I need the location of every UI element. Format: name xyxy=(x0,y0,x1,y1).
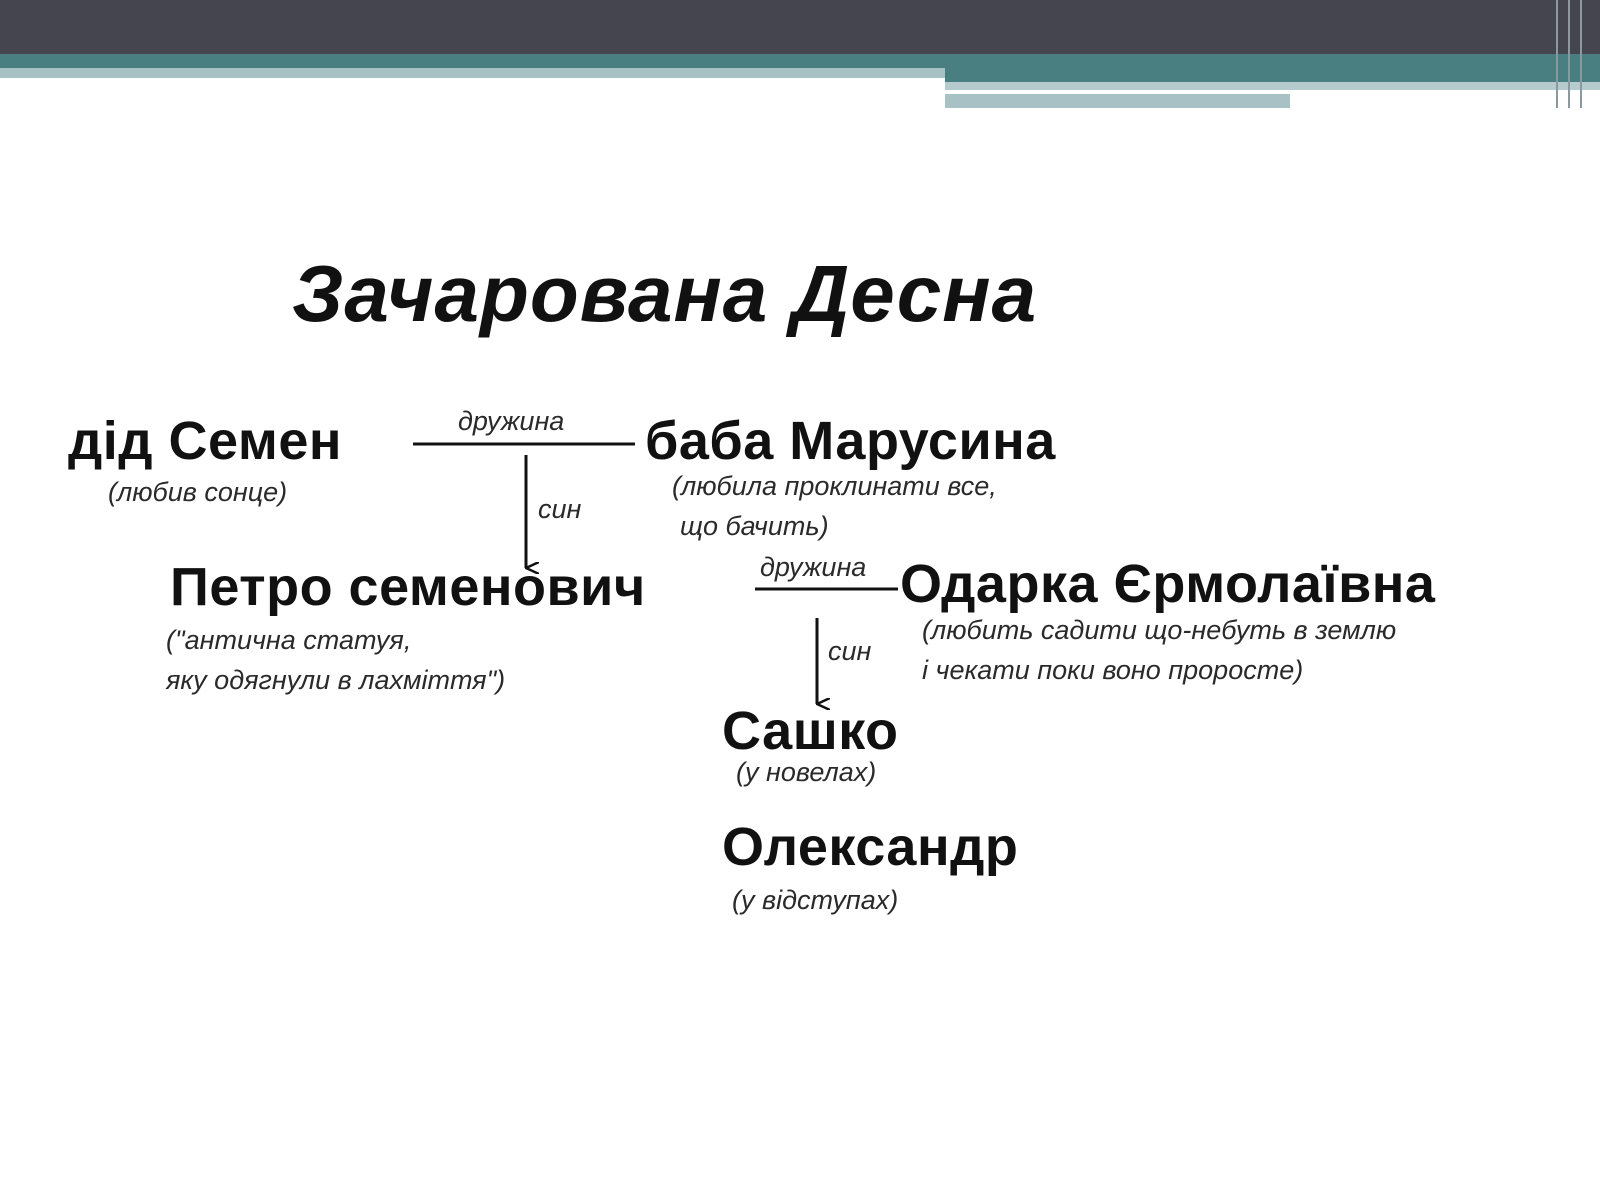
relation-label-wife: дружина xyxy=(458,406,565,436)
person-name-mother: Одарка Єрмолаївна xyxy=(900,554,1436,614)
relation-label-wife: дружина xyxy=(760,552,867,582)
person-name-grandmother: баба Марусина xyxy=(645,411,1056,471)
person-note-grandmother: що бачить) xyxy=(680,511,829,541)
person-name-grandfather: дід Семен xyxy=(68,411,342,471)
person-note-son-adult: (у відступах) xyxy=(732,885,899,915)
person-note-grandmother: (любила проклинати все, xyxy=(672,471,997,501)
person-name-father: Петро семенович xyxy=(170,557,646,617)
relation-label-son: син xyxy=(828,636,872,666)
person-name-son-adult: Олександр xyxy=(722,817,1019,877)
person-note-father: яку одягнули в лахміття") xyxy=(166,665,506,695)
diagram-title: Зачарована Десна xyxy=(292,249,1038,338)
person-note-grandfather: (любив сонце) xyxy=(108,477,288,507)
person-note-mother: (любить садити що-небуть в землю xyxy=(922,615,1397,645)
relation-label-son: син xyxy=(538,494,582,524)
person-note-son-young: (у новелах) xyxy=(736,757,877,787)
person-note-father: ("антична статуя, xyxy=(166,625,412,655)
person-name-son-young: Сашко xyxy=(722,701,899,761)
person-note-mother: і чекати поки воно проросте) xyxy=(922,655,1304,685)
